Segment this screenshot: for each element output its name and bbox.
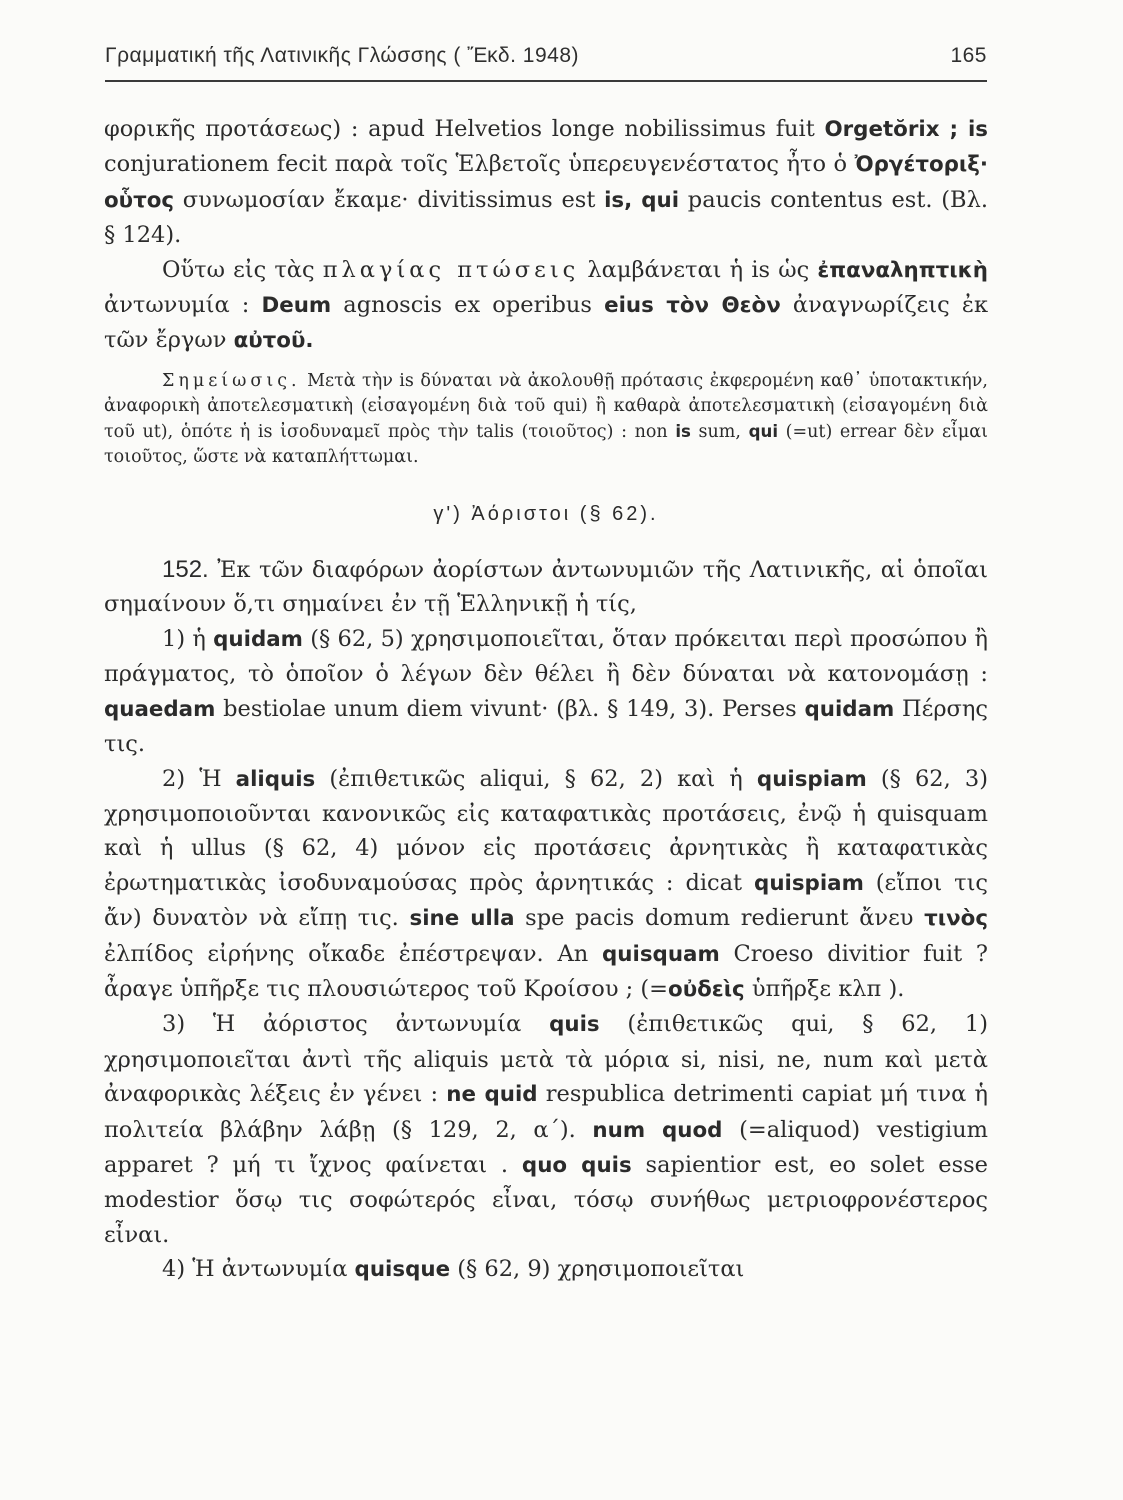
text: bestiolae unum diem vivunt· (βλ. § 149, 3). Perses — [215, 695, 805, 722]
text: ἀντωνυμία : — [104, 292, 262, 319]
paragraph-oblique-cases — [104, 253, 988, 359]
text: (§ 62, 3) χρησιμοποιοῦνται κανονικῶς εἰς καταφατικὰς προτάσεις, ἐνῷ ἡ quisquam καὶ ἡ ullus (§ 62, 4) μόνον εἰς προτάσεις ἀρνητικὰς ἢ καταφατικὰς ἐρωτηματικὰς ἰσοδυναμούσας πρὸς ἀρνητικάς : dicat — [104, 765, 988, 896]
text: ὑπῆρξε κλπ ). — [744, 975, 905, 1002]
text: (ἐπιθετικῶς aliqui, § 62, 2) καὶ ἡ — [315, 765, 757, 792]
section-heading: γ') Ἀόριστοι (§ 62). — [433, 502, 659, 525]
text: (ἐπιθετικῶς qui, § 62, 1) χρησιμοποιεῖται ἀντὶ τῆς aliquis μετὰ τὰ μόρια si, nisi, ne, num καὶ μετὰ ἀναφορικὰς λέξεις ἐν γένει : — [104, 1011, 988, 1108]
bold-term: quo quis — [521, 1152, 632, 1178]
text: Croeso divitior fuit ? ἆραγε ὑπῆρξε τις πλουσιώτερος τοῦ Κροίσου ; (= — [104, 940, 988, 1002]
bold-term: quaedam — [104, 696, 216, 722]
text: 2) Ἡ — [162, 765, 236, 792]
bold-term: τινὸς — [924, 906, 988, 932]
text: ἀναγνωρίζεις ἐκ τῶν ἔργων — [104, 292, 989, 354]
text: 4) Ἡ ἀντωνυμία — [162, 1256, 355, 1283]
bold-term: quispiam — [756, 766, 867, 792]
text: sapientior est, eo solet esse modestior ὅσῳ τις σοφώτερός εἶναι, τόσῳ συνήθως μετριοφρονέστερος εἶναι. — [104, 1151, 988, 1248]
item-3-quis — [104, 1007, 988, 1252]
text: (§ 62, 9) χρησιμοποιεῖται — [450, 1256, 745, 1283]
bold-term: quis — [549, 1012, 600, 1038]
text: agnoscis ex operibus — [331, 292, 605, 319]
bold-term: Deum — [261, 293, 332, 319]
page-body — [104, 112, 988, 1288]
page-number: 165 — [950, 44, 987, 67]
bold-term: ἐπαναληπτικὴ — [817, 257, 988, 283]
bold-term: quidam — [213, 626, 303, 652]
running-header — [105, 44, 987, 68]
bold-term: quidam — [804, 696, 895, 722]
paragraph-continuation — [104, 112, 988, 253]
bold-term: aliquis — [235, 766, 316, 792]
spaced-term: πλαγίας πτώσεις — [322, 256, 580, 283]
text: Μετὰ τὴν is δύναται νὰ ἀκολουθῇ πρότασις ἐκφερομένη καθ᾿ ὑποτακτικήν, ἀναφορικὴ ἀποτελεσματικὴ (εἰσαγομένη διὰ τοῦ qui) ἢ καθαρὰ ἀποτελεσματικὴ (εἰσαγομένη διὰ τοῦ ut), ὁπότε ἡ is ἰσοδυναμεῖ πρὸς τὴν talis (τοιοῦτος) : non — [104, 370, 988, 443]
bold-term: quisque — [354, 1257, 451, 1283]
note-label: Σημείωσις. — [162, 370, 301, 391]
item-1-quidam — [104, 622, 988, 762]
text: paucis contentus est. (Βλ. § 124). — [104, 186, 988, 249]
note-paragraph — [104, 369, 988, 471]
bold-term: eius τὸν Θεὸν — [604, 293, 781, 319]
bold-term: Orgetŏrix ; is — [824, 117, 989, 142]
bold-term: qui — [748, 422, 779, 442]
item-2-aliquis — [104, 762, 988, 1008]
text: (=aliquod) vestigium apparet ? μή τι ἴχνος φαίνεται . — [104, 1116, 988, 1178]
text: φορικῆς προτάσεως) : apud Helvetios longe nobilissimus fuit — [104, 116, 825, 142]
paragraph-number: 152. — [162, 556, 209, 584]
item-4-quisque — [104, 1252, 988, 1287]
text: 3) Ἡ ἀόριστος ἀντωνυμία — [162, 1011, 550, 1038]
bold-term: quisquam — [602, 941, 720, 967]
text: Πέρσης τις. — [104, 695, 989, 758]
text: conjurationem fecit παρὰ τοῖς Ἑλβετοῖς ὑπερευγενέστατος ἦτο ὁ — [104, 151, 855, 178]
text: respublica detrimenti capiat μή τινα ἡ πολιτεία βλάβην λάβῃ (§ 129, 2, α΄). — [104, 1081, 988, 1143]
bold-term: αὐτοῦ. — [233, 328, 314, 354]
text: ἐλπίδος εἰρήνης οἴκαδε ἐπέστρεψαν. An — [104, 940, 603, 967]
bold-term: sine ulla — [409, 906, 515, 932]
bold-term: quispiam — [754, 870, 864, 896]
bold-term: οὐδεὶς — [668, 976, 745, 1002]
text: 1) ἡ — [162, 625, 214, 652]
text: Ἐκ τῶν διαφόρων ἀορίστων ἀντωνυμιῶν τῆς Λατινικῆς, αἱ ὁποῖαι σημαίνουν ὅ,τι σημαίνει ἐν τῇ Ἑλληνικῇ ἡ τίς, — [104, 557, 988, 618]
bold-term: is — [675, 422, 691, 442]
text: (§ 62, 5) χρησιμοποιεῖται, ὅταν πρόκειται περὶ προσώπου ἢ πράγματος, τὸ ὁποῖον ὁ λέγων δὲν θέλει ἢ δὲν δύναται νὰ κατονομάσῃ : — [104, 625, 988, 688]
text: sum, — [690, 422, 749, 443]
text: λαμβάνεται ἡ is ὡς — [579, 256, 818, 283]
text: (εἴποι τις ἄν) δυνατὸν νὰ εἴπῃ τις. — [104, 869, 988, 932]
bold-term: num quod — [592, 1117, 723, 1143]
header-rule — [105, 80, 987, 82]
text: συνωμοσίαν ἔκαμε· divitissimus est — [174, 186, 605, 213]
paragraph-152 — [104, 553, 988, 622]
running-title: Γραμματική τῆς Λατινικῆς Γλώσσης ( Ἔκδ. 1948) — [105, 44, 579, 67]
bold-term: Ὀργέτοριξ· οὗτος — [104, 152, 988, 213]
text: spe pacis domum redierunt ἄνευ — [514, 905, 925, 932]
bold-term: ne quid — [446, 1082, 538, 1108]
bold-term: is, qui — [604, 187, 680, 213]
text: Οὕτω εἰς τὰς — [162, 256, 323, 283]
text: (=ut) errear δὲν εἶμαι τοιοῦτος, ὥστε νὰ καταπλήττωμαι. — [104, 422, 988, 468]
